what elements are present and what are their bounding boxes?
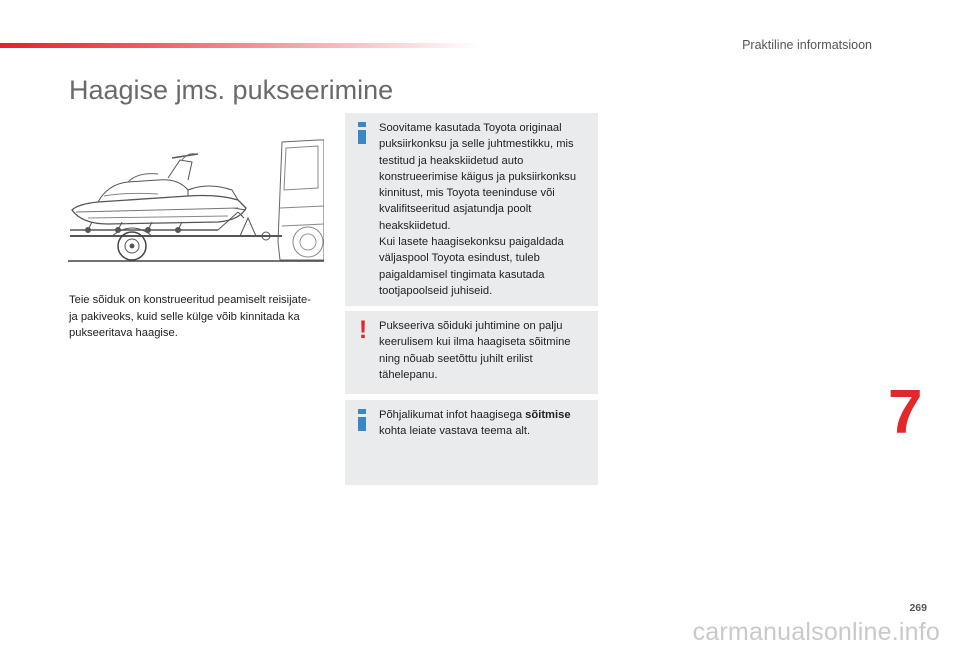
info-note-more-info — [345, 400, 598, 485]
page-number: 269 — [909, 602, 927, 614]
info-note-recommendation — [345, 113, 598, 306]
info-icon — [357, 122, 367, 144]
boat-trailer-towing-illustration — [68, 132, 324, 268]
header-accent-bar — [0, 43, 480, 48]
chapter-number: 7 — [888, 378, 923, 447]
watermark: carmanualsonline.info — [692, 618, 940, 646]
info-icon — [357, 409, 367, 431]
page-title: Haagise jms. pukseerimine — [69, 75, 394, 105]
note-text: Soovitame kasutada Toyota originaal puksiirkonksu ja selle juhtmestikku, mis testitud ja heakskiidetud auto konstrueerimise käigus ja puksiirkonksu kinnitust, mis Toyota teeninduse või kvalifitseeritud asjatundja poolt heakskiidetud. Kui lasete haagisekonksu paigaldada väljaspool Toyota esindust, tuleb paigaldamisel tingimata kasutada tootjapoolseid juhiseid. — [379, 122, 577, 297]
intro-text: Teie sõiduk on konstrueeritud peamiselt reisijate- ja pakiveoks, kuid selle külge võib kinnitada ka pukseeritava haagise. — [69, 294, 311, 339]
warning-note-driving — [345, 311, 598, 394]
note-text: Põhjalikumat infot haagisega sõitmise kohta leiate vastava teema alt. — [379, 409, 571, 438]
note-text: Pukseeriva sõiduki juhtimine on palju keerulisem kui ilma haagiseta sõitmine ning nõuab seetõttu juhilt erilist tähelepanu. — [379, 320, 571, 381]
warning-icon: ! — [358, 316, 368, 344]
section-label: Praktiline informatsioon — [742, 38, 872, 52]
